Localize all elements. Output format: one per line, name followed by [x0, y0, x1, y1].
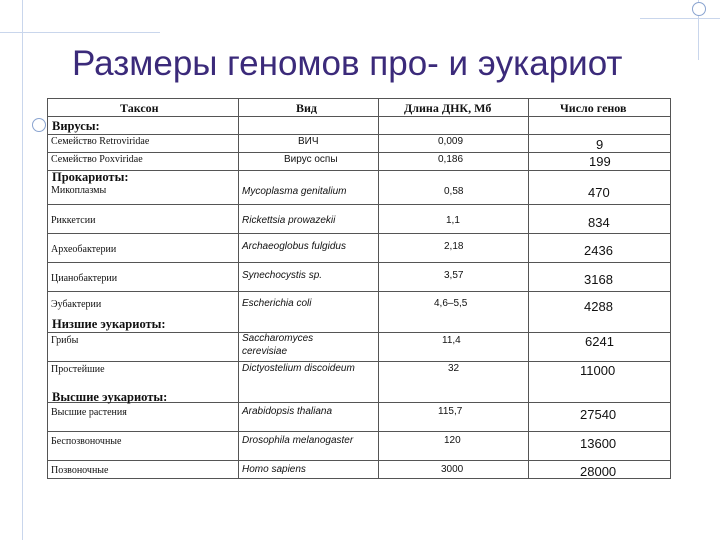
row-taxon: Позвоночные — [51, 465, 109, 476]
slide-title: Размеры геномов про- и эукариот — [72, 44, 623, 83]
row-dna-length: 0,58 — [444, 186, 464, 197]
row-divider — [48, 291, 670, 292]
column-divider — [238, 99, 239, 478]
row-species: ВИЧ — [298, 136, 319, 147]
row-gene-count: 199 — [589, 154, 611, 169]
row-dna-length: 32 — [448, 363, 460, 374]
row-taxon: Высшие растения — [51, 407, 127, 418]
row-divider — [48, 431, 670, 432]
section-lower-eukaryotes: Низшие эукариоты: — [52, 317, 166, 331]
row-species: Mycoplasma genitalium — [242, 186, 347, 197]
header-species: Вид — [296, 101, 317, 115]
row-gene-count: 3168 — [584, 272, 613, 287]
row-gene-count: 27540 — [580, 407, 617, 422]
row-gene-count: 834 — [588, 215, 610, 230]
row-dna-length: 115,7 — [438, 406, 463, 417]
row-dna-length: 2,18 — [444, 241, 464, 252]
row-dna-length: 0,186 — [438, 154, 464, 165]
header-taxon: Таксон — [120, 101, 159, 115]
row-species: Homo sapiens — [242, 464, 306, 475]
row-taxon: Цианобактерии — [51, 273, 118, 284]
row-dna-length: 4,6–5,5 — [434, 298, 468, 309]
row-dna-length: 120 — [444, 435, 461, 446]
header-gene-count: Число генов — [560, 101, 627, 115]
section-viruses: Вирусы: — [52, 119, 100, 133]
row-species: Escherichia coli — [242, 298, 312, 309]
row-dna-length: 1,1 — [446, 215, 460, 226]
row-divider — [48, 233, 670, 234]
row-species: Synechocystis sp. — [242, 270, 323, 281]
decor-vertical-line-left — [22, 0, 23, 540]
row-gene-count: 13600 — [580, 436, 617, 451]
decor-circle-top-right — [692, 2, 706, 16]
header-dna-length: Длина ДНК, Мб — [404, 101, 492, 115]
row-species: Dictyostelium discoideum — [242, 363, 355, 374]
row-divider — [48, 116, 670, 117]
row-divider — [48, 134, 670, 135]
row-divider — [48, 332, 670, 333]
row-gene-count: 2436 — [584, 243, 613, 258]
row-dna-length: 3,57 — [444, 270, 464, 281]
row-taxon: Микоплазмы — [51, 185, 107, 196]
row-gene-count: 28000 — [580, 464, 617, 479]
row-gene-count: 9 — [596, 137, 604, 152]
row-taxon: Семейство Retroviridae — [51, 136, 150, 147]
row-species: Arabidopsis thaliana — [242, 406, 333, 417]
row-taxon: Риккетсии — [51, 215, 96, 226]
row-dna-length: 3000 — [441, 464, 464, 475]
section-prokaryotes: Прокариоты: — [52, 170, 129, 184]
section-higher-eukaryotes: Высшие эукариоты: — [52, 390, 168, 404]
genome-size-table — [47, 98, 671, 479]
row-taxon: Простейшие — [51, 364, 105, 375]
row-divider — [48, 152, 670, 153]
row-taxon: Семейство Poxviridae — [51, 154, 143, 165]
row-taxon: Эубактерии — [51, 299, 102, 310]
row-divider — [48, 170, 670, 171]
row-species: Вирус оспы — [284, 154, 338, 165]
row-dna-length: 0,009 — [438, 136, 464, 147]
decor-horizontal-line-right — [640, 18, 720, 19]
row-taxon: Беспозвоночные — [51, 436, 122, 447]
row-divider — [48, 460, 670, 461]
row-species: Archaeoglobus fulgidus — [242, 241, 346, 252]
row-gene-count: 6241 — [585, 334, 614, 349]
row-dna-length: 11,4 — [442, 335, 461, 346]
decor-circle-left — [32, 118, 46, 132]
row-gene-count: 11000 — [580, 363, 616, 378]
row-gene-count: 4288 — [584, 299, 613, 314]
column-divider — [528, 99, 529, 478]
row-gene-count: 470 — [588, 185, 610, 200]
row-species: Rickettsia prowazekii — [242, 215, 336, 226]
column-divider — [378, 99, 379, 478]
decor-horizontal-line-top — [0, 32, 160, 33]
row-taxon: Грибы — [51, 335, 79, 346]
row-species-line2: cerevisiae — [242, 346, 288, 357]
row-taxon: Археобактерии — [51, 244, 117, 255]
row-divider — [48, 361, 670, 362]
row-divider — [48, 262, 670, 263]
row-species-line1: Saccharomyces — [242, 333, 314, 344]
row-species: Drosophila melanogaster — [242, 435, 354, 446]
row-divider — [48, 204, 670, 205]
